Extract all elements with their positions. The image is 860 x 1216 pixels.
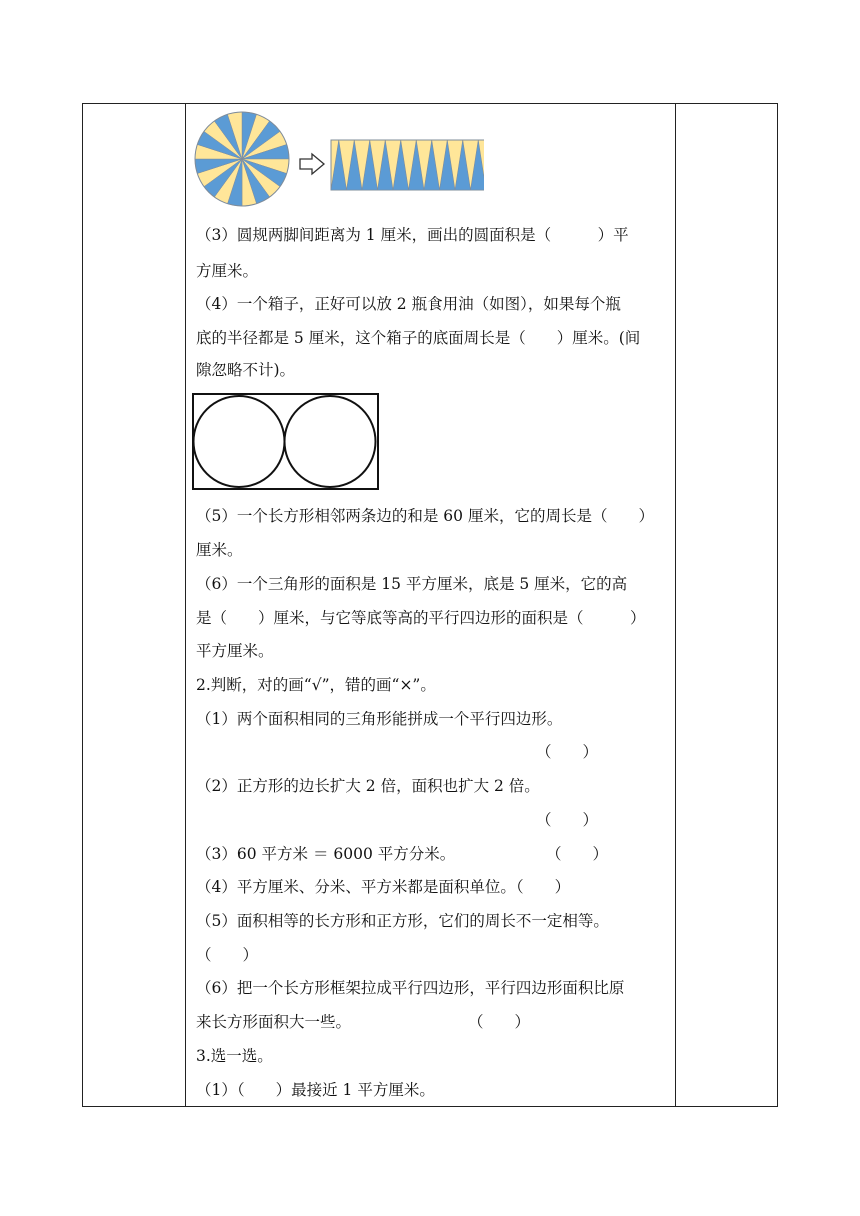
bottle-circle xyxy=(194,396,285,487)
section-2-heading: 2.判断，对的画“√”，错的画“×”。 xyxy=(196,676,436,694)
judge-2-answer-blank: （ ） xyxy=(536,811,599,829)
question-3-line-1: （3）圆规两脚间距离为 1 厘米，画出的圆面积是（ ）平 xyxy=(196,226,629,244)
cut-circle-diagram xyxy=(195,112,289,206)
judge-6-answer-blank: （ ） xyxy=(468,1013,531,1031)
question-4-line-3: 隙忽略不计)。 xyxy=(196,361,296,379)
right-arrow-icon xyxy=(300,154,324,174)
rearranged-sectors-diagram xyxy=(331,140,484,190)
judge-1-answer-blank: （ ） xyxy=(536,743,599,761)
judge-6-text: （6）把一个长方形框架拉成平行四边形，平行四边形面积比原 xyxy=(196,979,625,997)
judge-5-answer-blank: （ ） xyxy=(196,946,259,964)
question-5-line-1: （5）一个长方形相邻两条边的和是 60 厘米，它的周长是（ ） xyxy=(196,507,654,525)
judge-5-text: （5）面积相等的长方形和正方形，它们的周长不一定相等。 xyxy=(196,912,609,930)
judge-2-text: （2）正方形的边长扩大 2 倍，面积也扩大 2 倍。 xyxy=(196,777,540,795)
judge-1-text: （1）两个面积相同的三角形能拼成一个平行四边形。 xyxy=(196,710,563,728)
column-divider xyxy=(675,104,676,1106)
judge-6-text-2: 来长方形面积大一些。 xyxy=(196,1013,352,1031)
question-4-line-2: 底的半径都是 5 厘米，这个箱子的底面周长是（ ）厘米。(间 xyxy=(196,329,641,347)
section-3-heading: 3.选一选。 xyxy=(196,1047,273,1065)
judge-3-text: （3）60 平方米 ＝ 6000 平方分米。 xyxy=(196,845,456,863)
question-6-line-1: （6）一个三角形的面积是 15 平方厘米，底是 5 厘米，它的高 xyxy=(196,575,628,593)
question-5-line-2: 厘米。 xyxy=(196,541,243,559)
circle-to-parallelogram-figure xyxy=(194,109,484,213)
box-with-two-bottles-figure xyxy=(192,393,380,491)
question-6-line-3: 平方厘米。 xyxy=(196,642,274,660)
judge-4-text: （4）平方厘米、分米、平方米都是面积单位。（ ） xyxy=(196,878,571,896)
question-6-line-2: 是（ ）厘米，与它等底等高的平行四边形的面积是（ ） xyxy=(196,609,646,627)
bottle-circle xyxy=(285,396,376,487)
question-3-line-2: 方厘米。 xyxy=(196,262,259,280)
choice-1-text: （1）（ ）最接近 1 平方厘米。 xyxy=(196,1081,435,1099)
judge-3-answer-blank: （ ） xyxy=(546,845,609,863)
content-cell xyxy=(186,103,674,1107)
question-4-line-1: （4）一个箱子，正好可以放 2 瓶食用油（如图），如果每个瓶 xyxy=(196,295,621,313)
